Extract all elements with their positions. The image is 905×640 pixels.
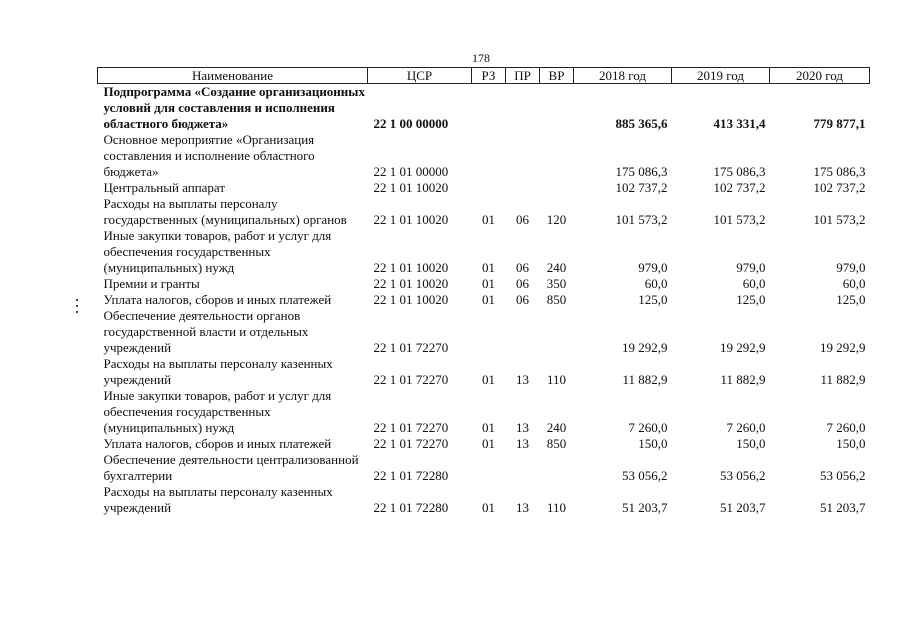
header-2018: 2018 год xyxy=(574,68,672,84)
row-amount-2019: 53 056,2 xyxy=(720,468,766,483)
row-pr: 06 xyxy=(516,292,529,307)
row-vr: 240 xyxy=(546,260,567,275)
row-amount-2018: 150,0 xyxy=(638,436,668,451)
table-row xyxy=(98,484,870,516)
row-amount-2019: 7 260,0 xyxy=(726,420,766,435)
row-name: Иные закупки товаров, работ и услуг для обеспечения государственных (муниципальных) нужд xyxy=(103,388,332,435)
row-code: 22 1 00 00000 xyxy=(373,116,449,131)
scan-mark xyxy=(76,311,78,313)
row-name: Расходы на выплаты персоналу государственных (муниципальных) органов xyxy=(103,196,347,227)
row-code: 22 1 01 10020 xyxy=(373,260,449,275)
row-amount-2018: 53 056,2 xyxy=(622,468,668,483)
row-code: 22 1 01 10020 xyxy=(373,212,449,227)
row-pr: 13 xyxy=(516,436,529,451)
row-amount-2019: 102 737,2 xyxy=(713,180,766,195)
row-amount-2018: 11 882,9 xyxy=(622,372,668,387)
header-row xyxy=(98,68,870,84)
row-rz: 01 xyxy=(482,276,495,291)
row-code: 22 1 01 10020 xyxy=(373,276,449,291)
row-amount-2018: 979,0 xyxy=(638,260,668,275)
row-amount-2020: 60,0 xyxy=(842,276,866,291)
header-name: Наименование xyxy=(98,68,368,84)
row-pr xyxy=(506,452,540,484)
row-pr: 13 xyxy=(516,500,529,515)
scan-mark xyxy=(76,305,78,307)
row-amount-2019: 51 203,7 xyxy=(720,500,766,515)
header-2020: 2020 год xyxy=(770,68,870,84)
row-code: 22 1 01 00000 xyxy=(373,164,449,179)
row-name: Премии и гранты xyxy=(103,276,200,291)
row-vr xyxy=(540,132,574,180)
row-amount-2018: 51 203,7 xyxy=(622,500,668,515)
row-amount-2020: 11 882,9 xyxy=(820,372,866,387)
row-amount-2019: 60,0 xyxy=(742,276,766,291)
row-vr xyxy=(540,84,574,133)
row-vr xyxy=(540,308,574,356)
row-pr: 13 xyxy=(516,372,529,387)
row-rz: 01 xyxy=(482,372,495,387)
row-amount-2020: 53 056,2 xyxy=(820,468,866,483)
row-amount-2019: 125,0 xyxy=(736,292,766,307)
row-vr xyxy=(540,452,574,484)
row-amount-2020: 7 260,0 xyxy=(826,420,866,435)
row-amount-2019: 11 882,9 xyxy=(720,372,766,387)
table-body xyxy=(98,84,870,517)
row-code: 22 1 01 72280 xyxy=(373,500,449,515)
row-amount-2018: 60,0 xyxy=(644,276,668,291)
row-name: Обеспечение деятельности органов государственной власти и отдельных учреждений xyxy=(103,308,309,355)
row-amount-2019: 413 331,4 xyxy=(713,116,766,131)
header-vr: ВР xyxy=(540,68,574,84)
row-vr: 240 xyxy=(546,420,567,435)
header-csr: ЦСР xyxy=(368,68,472,84)
row-pr xyxy=(506,84,540,133)
row-amount-2018: 175 086,3 xyxy=(615,164,668,179)
table-row xyxy=(98,132,870,180)
row-rz xyxy=(472,180,506,196)
row-pr: 06 xyxy=(516,276,529,291)
row-code: 22 1 01 72270 xyxy=(373,436,449,451)
table-row xyxy=(98,452,870,484)
row-name: Подпрограмма «Создание организационных условий для составления и исполнения областного бюджета» xyxy=(103,84,365,131)
row-amount-2019: 979,0 xyxy=(736,260,766,275)
row-amount-2018: 7 260,0 xyxy=(628,420,668,435)
table-row xyxy=(98,228,870,276)
row-pr: 13 xyxy=(516,420,529,435)
row-code: 22 1 01 10020 xyxy=(373,292,449,307)
header-2019: 2019 год xyxy=(672,68,770,84)
row-name: Уплата налогов, сборов и иных платежей xyxy=(103,436,332,451)
row-name: Расходы на выплаты персоналу казенных учреждений xyxy=(103,356,333,387)
row-code: 22 1 01 72270 xyxy=(373,372,449,387)
row-amount-2018: 885 365,6 xyxy=(615,116,668,131)
scan-mark xyxy=(76,299,78,301)
row-pr: 06 xyxy=(516,212,529,227)
header-pr: ПР xyxy=(506,68,540,84)
row-amount-2019: 101 573,2 xyxy=(713,212,766,227)
row-amount-2019: 19 292,9 xyxy=(720,340,766,355)
row-vr: 120 xyxy=(546,212,567,227)
row-vr xyxy=(540,180,574,196)
row-code: 22 1 01 72270 xyxy=(373,340,449,355)
row-rz xyxy=(472,308,506,356)
row-amount-2020: 779 877,1 xyxy=(813,116,866,131)
row-amount-2019: 150,0 xyxy=(736,436,766,451)
row-name: Иные закупки товаров, работ и услуг для обеспечения государственных (муниципальных) нужд xyxy=(103,228,332,275)
row-rz: 01 xyxy=(482,260,495,275)
row-amount-2019: 175 086,3 xyxy=(713,164,766,179)
row-vr: 350 xyxy=(546,276,567,291)
row-vr: 850 xyxy=(546,292,567,307)
row-name: Основное мероприятие «Организация составления и исполнение областного бюджета» xyxy=(103,132,315,179)
row-pr xyxy=(506,180,540,196)
row-code: 22 1 01 72270 xyxy=(373,420,449,435)
row-vr: 110 xyxy=(546,372,567,387)
table-row xyxy=(98,196,870,228)
row-vr: 850 xyxy=(546,436,567,451)
row-code: 22 1 01 10020 xyxy=(373,180,449,195)
row-amount-2020: 175 086,3 xyxy=(813,164,866,179)
row-amount-2018: 125,0 xyxy=(638,292,668,307)
table-row xyxy=(98,308,870,356)
table-row xyxy=(98,292,870,308)
row-amount-2020: 51 203,7 xyxy=(820,500,866,515)
row-rz xyxy=(472,452,506,484)
row-name: Обеспечение деятельности централизованной бухгалтерии xyxy=(103,452,359,483)
row-rz xyxy=(472,84,506,133)
row-amount-2020: 102 737,2 xyxy=(813,180,866,195)
row-vr: 110 xyxy=(546,500,567,515)
table-row xyxy=(98,84,870,133)
table-row xyxy=(98,436,870,452)
row-pr xyxy=(506,132,540,180)
row-rz xyxy=(472,132,506,180)
row-pr xyxy=(506,308,540,356)
row-amount-2020: 125,0 xyxy=(836,292,866,307)
header-rz: РЗ xyxy=(472,68,506,84)
row-name: Центральный аппарат xyxy=(103,180,226,195)
row-rz: 01 xyxy=(482,212,495,227)
page-number: 178 xyxy=(472,51,490,65)
row-amount-2018: 102 737,2 xyxy=(615,180,668,195)
table-row xyxy=(98,276,870,292)
row-name: Уплата налогов, сборов и иных платежей xyxy=(103,292,332,307)
row-rz: 01 xyxy=(482,500,495,515)
table-row xyxy=(98,356,870,388)
row-code: 22 1 01 72280 xyxy=(373,468,449,483)
row-pr: 06 xyxy=(516,260,529,275)
row-rz: 01 xyxy=(482,420,495,435)
row-amount-2020: 19 292,9 xyxy=(820,340,866,355)
row-amount-2020: 150,0 xyxy=(836,436,866,451)
table-row xyxy=(98,180,870,196)
row-amount-2018: 19 292,9 xyxy=(622,340,668,355)
row-amount-2020: 101 573,2 xyxy=(813,212,866,227)
row-name: Расходы на выплаты персоналу казенных учреждений xyxy=(103,484,333,515)
row-rz: 01 xyxy=(482,436,495,451)
row-rz: 01 xyxy=(482,292,495,307)
row-amount-2020: 979,0 xyxy=(836,260,866,275)
row-amount-2018: 101 573,2 xyxy=(615,212,668,227)
table-row xyxy=(98,388,870,436)
budget-table xyxy=(97,67,870,516)
